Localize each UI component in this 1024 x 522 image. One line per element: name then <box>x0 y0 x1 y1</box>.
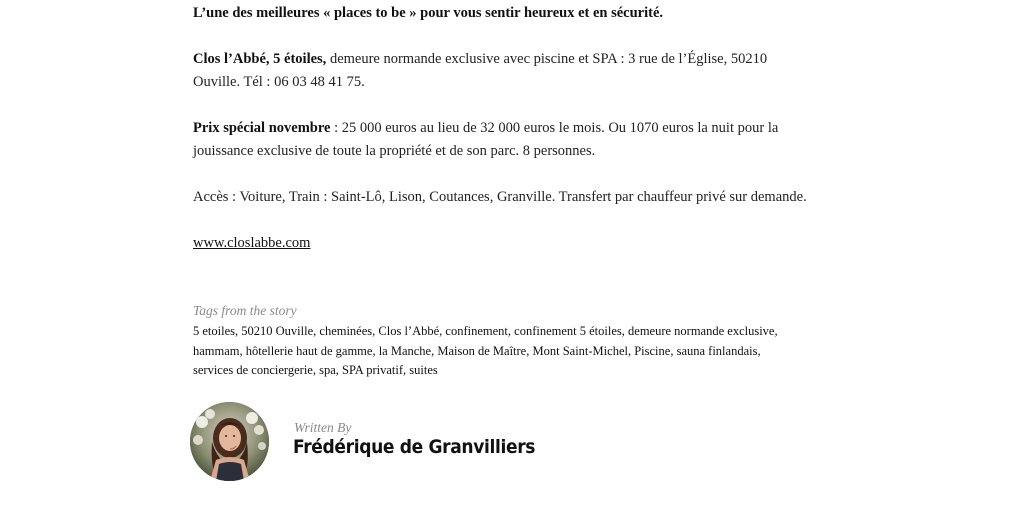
tag-separator: , <box>774 324 778 338</box>
tag-link[interactable]: cheminées <box>319 324 373 338</box>
tag-link[interactable]: demeure normande exclusive <box>628 324 775 338</box>
tag-link[interactable]: Piscine <box>634 343 671 358</box>
tag-separator: , <box>526 343 533 358</box>
website-link[interactable]: www.closlabbe.com <box>193 235 311 251</box>
tag-separator: , <box>372 324 379 338</box>
tag-separator: , <box>670 343 677 358</box>
tag-separator: , <box>431 343 438 358</box>
tag-separator: , <box>235 324 242 338</box>
tag-separator: , <box>507 324 515 338</box>
tag-link[interactable]: la Manche <box>378 343 432 358</box>
website-paragraph <box>193 232 493 255</box>
tag-separator: , <box>312 363 320 377</box>
tag-separator: , <box>313 324 320 338</box>
tag-link[interactable]: 5 etoiles <box>193 324 236 338</box>
tag-link[interactable]: SPA privatif <box>342 363 404 377</box>
tag-link[interactable]: confinement <box>445 324 508 338</box>
tag-link[interactable]: services de conciergerie <box>193 363 313 377</box>
tag-separator: , <box>621 324 629 338</box>
tag-separator: , <box>239 343 246 358</box>
tag-link[interactable]: hammam <box>193 343 240 358</box>
address-bold-text: Clos l’Abbé, 5 étoiles, <box>193 51 327 67</box>
tag-link[interactable]: Maison de Maître <box>437 343 527 358</box>
access-paragraph <box>193 186 833 209</box>
tag-separator: , <box>757 343 761 358</box>
intro-bold-text: L’une des meilleures « places to be » pour vous sentir heureux et en sécurité. <box>193 5 664 21</box>
tag-link[interactable]: spa <box>319 363 336 377</box>
tag-link[interactable]: 50210 Ouville <box>241 324 314 338</box>
intro-paragraph <box>193 2 833 25</box>
tag-separator: , <box>627 343 635 358</box>
author-avatar[interactable] <box>190 402 269 481</box>
tags-list <box>193 322 803 381</box>
tag-link[interactable]: suites <box>409 363 438 377</box>
address-paragraph <box>193 48 793 94</box>
price-text: : 25 000 euros au lieu de 32 000 euros le mois. Ou 1070 euros la nuit pour la jouissance exclusive de toute la propriété et de son parc. 8 personnes. <box>193 120 779 159</box>
price-paragraph <box>193 117 793 163</box>
price-bold-text: Prix spécial novembre <box>193 120 331 136</box>
tag-link[interactable]: hôtellerie haut de gamme <box>245 343 373 358</box>
avatar-photo <box>190 402 269 481</box>
author-name[interactable]: Frédérique de Granvilliers <box>293 436 536 458</box>
tag-separator: , <box>403 363 410 377</box>
tags-heading: Tags from the story <box>193 303 297 318</box>
access-text: Accès : Voiture, Train : Saint-Lô, Lison, Coutances, Granville. Transfert par chauffeur privé sur demande. <box>193 189 807 205</box>
tag-separator: , <box>335 363 343 377</box>
tag-link[interactable]: confinement 5 étoiles <box>514 324 622 338</box>
written-by-label: Written By <box>294 420 352 435</box>
tag-separator: , <box>372 343 379 358</box>
address-text: demeure normande exclusive avec piscine et SPA : 3 rue de l’Église, 50210 Ouville. Tél : 06 03 48 41 75. <box>193 51 768 90</box>
tag-link[interactable]: sauna finlandais <box>676 343 758 358</box>
tag-link[interactable]: Mont Saint-Michel <box>532 343 628 358</box>
tag-separator: , <box>439 324 446 338</box>
tag-link[interactable]: Clos l’Abbé <box>378 324 440 338</box>
